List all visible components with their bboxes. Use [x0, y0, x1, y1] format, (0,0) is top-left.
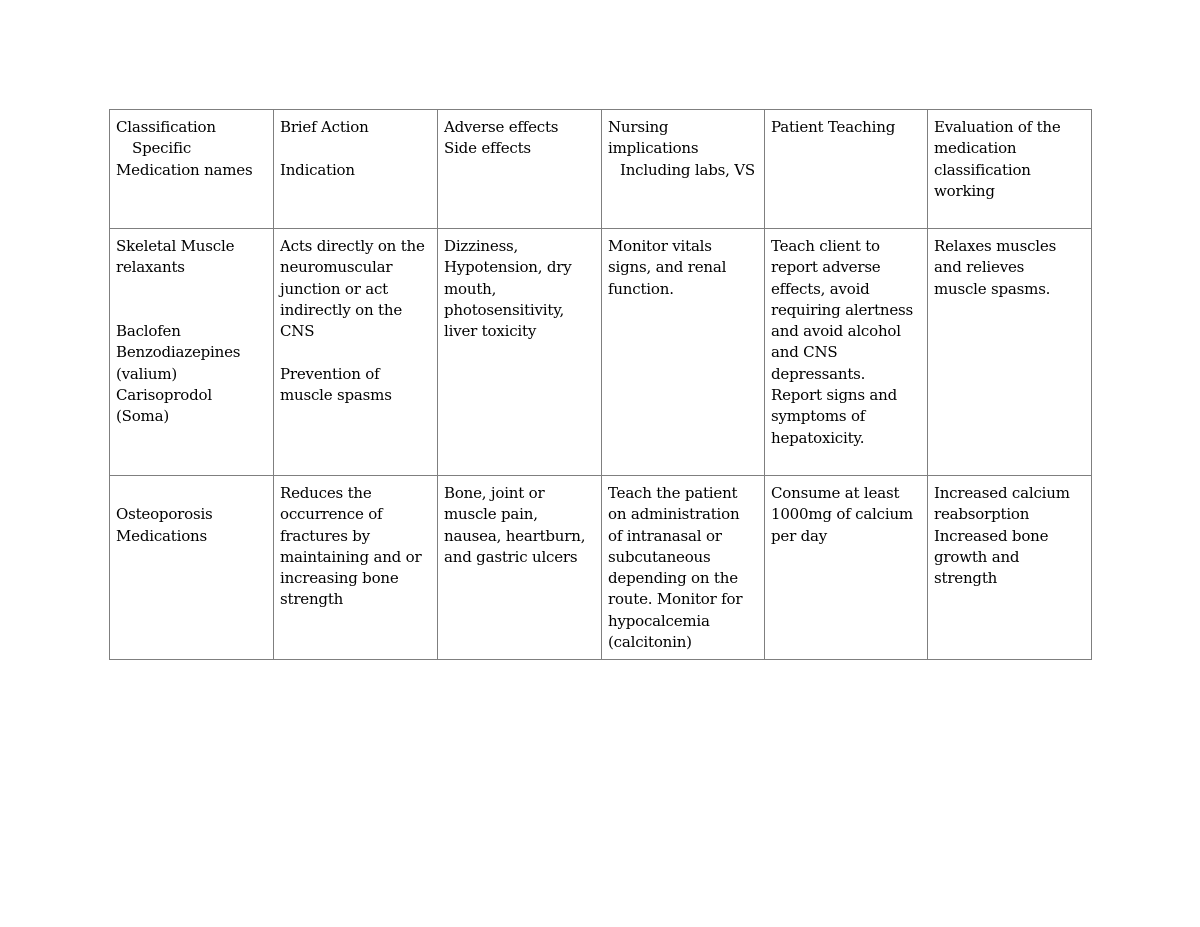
cell-line: Monitor vitals: [608, 237, 712, 255]
cell-line: Report signs and: [771, 386, 897, 405]
cell-line: Hypotension, dry: [444, 258, 572, 277]
cell-line: on administration: [608, 505, 740, 524]
cell-line: Increased bone: [934, 526, 1049, 545]
header-evaluation-line: medication: [934, 139, 1017, 158]
cell-line: Benzodiazepines: [116, 343, 241, 362]
cell-line: Teach client to: [771, 237, 880, 255]
cell-line: depressants.: [771, 364, 866, 383]
cell-line: hepatoxicity.: [771, 428, 865, 447]
cell-line: increasing bone: [280, 569, 399, 588]
cell-line: muscle spasms.: [934, 279, 1051, 298]
header-evaluation-line: classification: [934, 160, 1031, 179]
nursing-cell: [602, 476, 765, 660]
cell-line: per day: [771, 526, 828, 545]
header-adverse-effects-line: Side effects: [444, 139, 531, 158]
cell-line: and gastric ulcers: [444, 547, 578, 566]
cell-line: strength: [280, 590, 344, 609]
cell-line: growth and: [934, 547, 1020, 566]
header-nursing-cell: [602, 110, 765, 229]
cell-line: (calcitonin): [608, 633, 692, 652]
cell-line: report adverse: [771, 258, 881, 277]
cell-line: nausea, heartburn,: [444, 526, 586, 545]
cell-line: photosensitivity,: [444, 300, 565, 319]
table-row: [110, 229, 1092, 476]
adverse-effects-cell: [438, 229, 602, 476]
cell-line: mouth,: [444, 279, 497, 298]
cell-line: Osteoporosis: [116, 505, 213, 524]
cell-line: muscle pain,: [444, 505, 538, 524]
cell-line: route. Monitor for: [608, 590, 743, 609]
header-classification-line: Specific: [132, 139, 192, 158]
cell-line: reabsorption: [934, 505, 1030, 524]
cell-line: Baclofen: [116, 322, 181, 341]
blank-line: [280, 138, 431, 159]
adverse-effects-cell: [438, 476, 602, 660]
header-nursing-line: Including labs, VS: [620, 160, 755, 179]
header-nursing-line: Nursing: [608, 118, 669, 136]
cell-line: junction or act: [280, 279, 388, 298]
cell-line: Bone, joint or: [444, 484, 545, 502]
cell-line: Carisoprodol: [116, 386, 212, 405]
cell-line: relaxants: [116, 258, 185, 277]
header-classification-cell: [110, 110, 274, 229]
cell-line: hypocalcemia: [608, 611, 710, 630]
cell-line: strength: [934, 569, 998, 588]
nursing-cell: [602, 229, 765, 476]
cell-line: maintaining and or: [280, 547, 422, 566]
cell-line: Relaxes muscles: [934, 237, 1057, 255]
cell-line: occurrence of: [280, 505, 383, 524]
cell-line: and avoid alcohol: [771, 322, 901, 341]
blank-line: [116, 279, 267, 300]
cell-line: Acts directly on the: [280, 237, 425, 255]
cell-line: Increased calcium: [934, 484, 1070, 502]
cell-line: of intranasal or: [608, 526, 722, 545]
cell-line: Prevention of: [280, 364, 380, 383]
cell-line: requiring alertness: [771, 300, 914, 319]
cell-line: subcutaneous: [608, 547, 711, 566]
cell-line: Consume at least: [771, 484, 900, 502]
cell-line: indirectly on the: [280, 300, 402, 319]
evaluation-cell: [928, 476, 1092, 660]
cell-line: muscle spasms: [280, 386, 392, 405]
cell-line: neuromuscular: [280, 258, 393, 277]
header-patient-teaching-cell: [765, 110, 928, 229]
header-adverse-effects-cell: [438, 110, 602, 229]
header-evaluation-line: Evaluation of the: [934, 118, 1061, 136]
evaluation-cell: [928, 229, 1092, 476]
header-brief-action-cell: [274, 110, 438, 229]
cell-line: (valium): [116, 364, 178, 383]
header-evaluation-cell: [928, 110, 1092, 229]
cell-line: and CNS: [771, 343, 838, 362]
header-brief-action-line: Brief Action: [280, 118, 369, 136]
header-adverse-effects-line: Adverse effects: [444, 118, 559, 136]
cell-line: (Soma): [116, 407, 169, 426]
header-patient-teaching-line: Patient Teaching: [771, 118, 896, 136]
medication-table: [109, 109, 1092, 660]
patient-teaching-cell: [765, 476, 928, 660]
brief-action-cell: [274, 229, 438, 476]
cell-line: CNS: [280, 322, 315, 341]
cell-line: Teach the patient: [608, 484, 738, 502]
cell-line: symptoms of: [771, 407, 866, 426]
blank-line: [280, 342, 431, 363]
cell-line: liver toxicity: [444, 322, 537, 341]
header-evaluation-line: working: [934, 181, 995, 200]
table-row: [110, 476, 1092, 660]
brief-action-cell: [274, 476, 438, 660]
cell-line: 1000mg of calcium: [771, 505, 913, 524]
header-classification-line: Classification: [116, 118, 216, 136]
cell-line: Dizziness,: [444, 237, 519, 255]
table-header-row: [110, 110, 1092, 229]
cell-line: Reduces the: [280, 484, 372, 502]
classification-cell: [110, 476, 274, 660]
header-classification-line: Medication names: [116, 160, 253, 179]
cell-line: effects, avoid: [771, 279, 870, 298]
cell-line: function.: [608, 279, 674, 298]
blank-line: [116, 300, 267, 321]
header-nursing-line: implications: [608, 139, 699, 158]
header-indication-line: Indication: [280, 160, 355, 179]
cell-line: and relieves: [934, 258, 1025, 277]
patient-teaching-cell: [765, 229, 928, 476]
cell-line: signs, and renal: [608, 258, 727, 277]
cell-line: Skeletal Muscle: [116, 237, 235, 255]
classification-cell: [110, 229, 274, 476]
cell-line: depending on the: [608, 569, 738, 588]
cell-line: Medications: [116, 526, 207, 545]
blank-line: [116, 483, 267, 504]
cell-line: fractures by: [280, 526, 370, 545]
